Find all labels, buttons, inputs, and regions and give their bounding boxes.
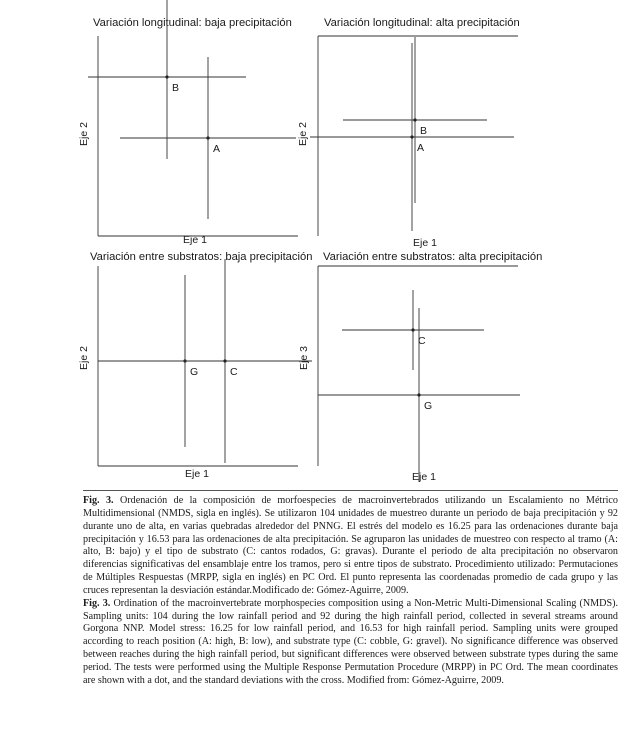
caption-es-label: Fig. 3. bbox=[83, 495, 114, 506]
y-axis-label: Eje 2 bbox=[297, 122, 309, 146]
group-A bbox=[120, 57, 296, 219]
panel-title: Variación longitudinal: baja precipitación bbox=[93, 17, 292, 29]
group-B bbox=[343, 37, 487, 203]
figure-caption bbox=[83, 490, 618, 688]
y-axis-label: Eje 2 bbox=[78, 122, 90, 146]
panel-1 bbox=[78, 0, 298, 246]
point-label: G bbox=[190, 366, 199, 378]
group-G bbox=[318, 308, 520, 482]
point-label: C bbox=[418, 335, 426, 347]
group-C bbox=[138, 259, 312, 463]
point-label: A bbox=[417, 142, 425, 154]
mean-point bbox=[410, 135, 413, 138]
mean-point bbox=[411, 328, 414, 331]
x-axis-label: Eje 1 bbox=[185, 468, 209, 480]
mean-point bbox=[417, 393, 420, 396]
x-axis-label: Eje 1 bbox=[413, 237, 437, 249]
mean-point bbox=[206, 136, 209, 139]
caption-en-text: Ordination of the macroinvertebrate morphospecies composition using a Non-Metric Multi-Dimensional Scaling (NMDS). Sampling units: 104 during the low rainfall period and 92 during the high rainfall period, collected in several streams around Gorgona NNP. Model stress: 16.25 for low rainfall period, and 16.53 for high rainfall period. Sampling units were grouped according to reach position (A: high, B: low), and substrate type (C: cobble, G: gravel). No significance difference was observed between reaches during the high rainfall period, but significant differences were observed between substrate types during the same period. The tests were performed using the Multiple Response Permutation Procedure (MRPP) in PC Ord. The mean coordinates are shown with a dot, and the standard deviations with the cross. Modified from: Gómez-Aguirre, 2009. bbox=[83, 597, 618, 686]
panel-2 bbox=[297, 17, 520, 249]
y-axis-label: Eje 2 bbox=[78, 346, 90, 370]
panel-title: Variación entre substratos: baja precipitación bbox=[90, 251, 313, 263]
caption-english bbox=[83, 598, 618, 688]
caption-en-label: Fig. 3. bbox=[83, 597, 111, 609]
x-axis-label: Eje 1 bbox=[412, 471, 436, 483]
group-C bbox=[342, 290, 484, 370]
panel-4 bbox=[298, 251, 542, 483]
mean-point bbox=[413, 118, 416, 121]
panel-title: Variación entre substratos: alta precipitación bbox=[323, 251, 543, 263]
point-label: A bbox=[213, 143, 221, 155]
panel-title: Variación longitudinal: alta precipitación bbox=[324, 17, 520, 29]
point-label: B bbox=[172, 82, 180, 94]
point-label: G bbox=[424, 400, 433, 412]
point-label: C bbox=[230, 366, 238, 378]
x-axis-label: Eje 1 bbox=[183, 234, 207, 246]
panel-3 bbox=[78, 251, 312, 480]
caption-es-text: Ordenación de la composición de morfoespecies de macroinvertebrados utilizando un Escalamiento no Métrico Multidimensional (NMDS, sigla en inglés). Se utilizaron 104 unidades de muestreo durante un periodo de baja precipitación y 92 durante uno de alta, en varias quebradas alrededor del PNNG. El estrés del modelo es 16.25 para las ordenaciones durante baja precipitación y 16.53 para las ordenaciones de alta precipitación. Se agruparon las unidades de muestreo con respecto al tramo (A: alto, B: bajo) y el tipo de substrato (C: cantos rodados, G: gravas). Durante el periodo de alta precipitación no observaron diferencias significativas del ensamblaje entre los tramos, pero si entre tipos de substrato. Procedimiento utilizado: Permutaciones de Múltiples Respuestas (MRPP, sigla en inglés) en PC Ord. El punto representa las coordenadas promedio de cada grupo y las cruces representan la desviación estándar.Modificado de: Gómez-Aguirre, 2009. bbox=[83, 495, 618, 596]
mean-point bbox=[165, 75, 168, 78]
group-A bbox=[310, 43, 514, 231]
point-label: B bbox=[420, 125, 428, 137]
y-axis-label: Eje 3 bbox=[298, 346, 310, 370]
caption-spanish bbox=[83, 495, 618, 598]
mean-point bbox=[223, 359, 226, 362]
